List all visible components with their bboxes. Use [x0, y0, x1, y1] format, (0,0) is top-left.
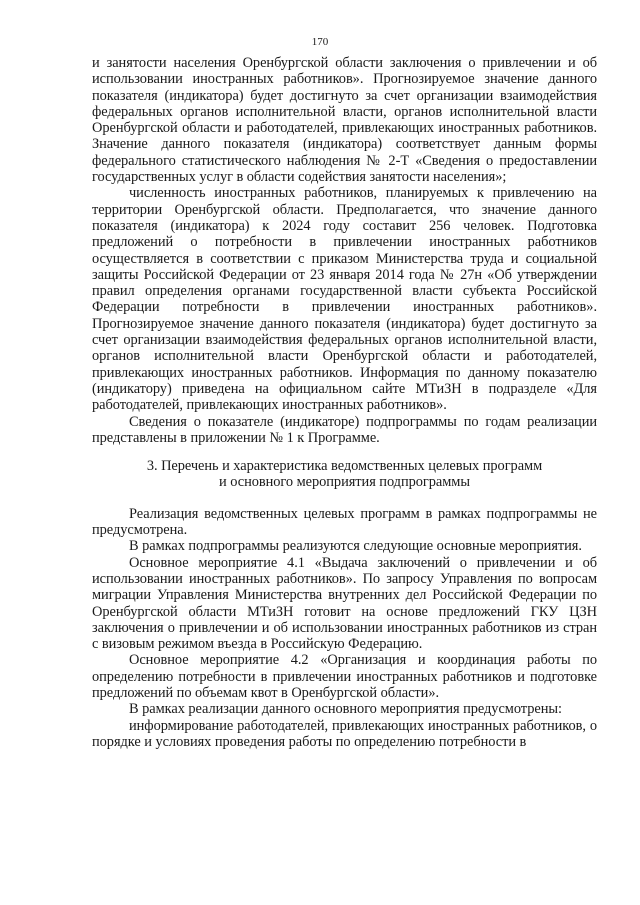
page-number: 170	[311, 36, 329, 48]
paragraph-foreign-workers-count: численность иностранных работников, планируемых к привлечению на территории Оренбургской области. Предполагается, что значение данного показателя (индикатора) к 2024 году составит 256 человек. Подготовка предложений о потребности в привлечении иностранных работников осуществляется в соответствии с приказом Министерства труда и социальной защиты Российской Федерации от 23 января 2014 года № 27н «Об утверждении правил определения органами государственной власти субъекта Российской Федерации потребности в привлечении иностранных работников». Прогнозируемое значение данного показателя (индикатора) будет достигнуто за счет организации взаимодействия федеральных органов исполнительной власти, органов исполнительной власти Оренбургской области и работодателей, привлекающих иностранных работников. Информация по данному показателю (индикатору) приведена на официальном сайте МТиЗН в подразделе «Для работодателей, привлекающих иностранных работников».	[92, 185, 597, 414]
document-body	[92, 55, 597, 750]
paragraph-indicator-info: Сведения о показателе (индикаторе) подпрограммы по годам реализации представлены в приложении № 1 к Программе.	[92, 413, 597, 446]
paragraph-informing-employers: информирование работодателей, привлекающих иностранных работников, о порядке и условиях проведения работы по определению потребности в	[92, 717, 597, 750]
section-heading	[92, 458, 597, 491]
paragraph-activity-4-2: Основное мероприятие 4.2 «Организация и координация работы по определению потребности в привлечении иностранных работников и подготовке предложений по объемам квот в Оренбургской области».	[92, 652, 597, 701]
paragraph-continuation: и занятости населения Оренбургской области заключения о привлечении и об использовании иностранных работников». Прогнозируемое значение данного показателя (индикатора) будет достигнуто за счет организации взаимодействия федеральных органов исполнительной власти, органов исполнительной власти Оренбургской области и работодателей, привлекающих иностранных работников. Значение данного показателя (индикатора) соответствует данным формы федерального статистического наблюдения № 2-Т «Сведения о предоставлении государственных услуг в области содействия занятости населения»;	[92, 55, 597, 186]
paragraph-activity-4-1: Основное мероприятие 4.1 «Выдача заключений о привлечении и об использовании иностранных работников». По запросу Управления по вопросам миграции Управления Министерства внутренних дел Российской Федерации по Оренбургской области МТиЗН готовит на основе предложений ГКУ ЦЗН заключения о привлечении и об использовании иностранных работников из стран с визовым режимом въезда в Российскую Федерацию.	[92, 554, 597, 653]
section-heading-line-2: и основного мероприятия подпрограммы	[219, 474, 470, 491]
section-heading-line-1: 3. Перечень и характеристика ведомственных целевых программ	[146, 458, 543, 475]
paragraph-provisions: В рамках реализации данного основного мероприятия предусмотрены:	[129, 701, 562, 718]
paragraph-target-programs: Реализация ведомственных целевых программ в рамках подпрограммы не предусмотрена.	[92, 505, 597, 539]
paragraph-main-activities: В рамках подпрограммы реализуются следующие основные мероприятия.	[129, 538, 582, 555]
